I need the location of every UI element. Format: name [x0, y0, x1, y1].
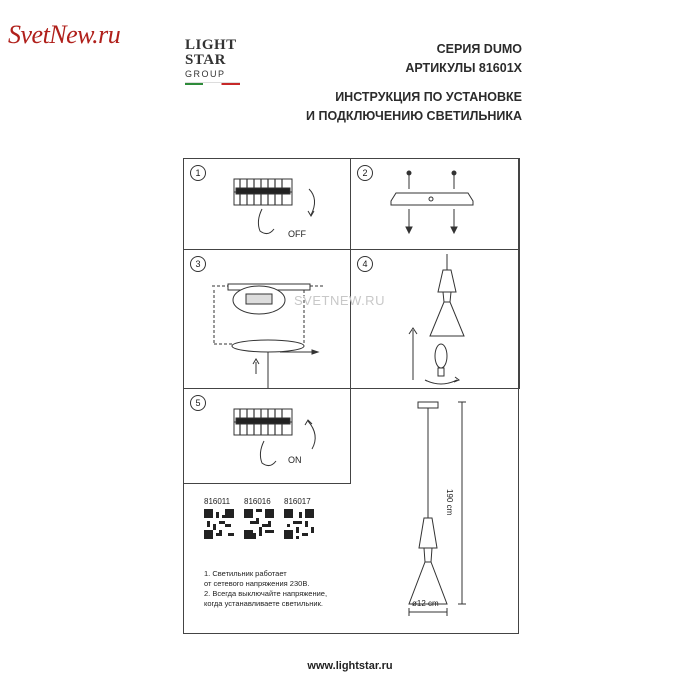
instruction-heading [306, 88, 522, 126]
brand-logo [185, 38, 243, 108]
qr-code-3[interactable] [284, 509, 314, 539]
note-line-1: 1. Светильник работает [204, 569, 287, 578]
qr-code-2[interactable] [244, 509, 274, 539]
on-label: ON [288, 455, 302, 465]
instruction-line2: И ПОДКЛЮЧЕНИЮ СВЕТИЛЬНИКА [306, 109, 522, 123]
series-block [405, 40, 522, 78]
article-code-2: 816016 [244, 497, 271, 506]
note-line-4: когда устанавливаете светильник. [204, 599, 323, 608]
watermark-logo: SvetNew.ru [8, 20, 121, 49]
step-4-number: 4 [357, 256, 373, 272]
wiring-connection-icon [184, 250, 352, 390]
step-3-number: 3 [190, 256, 206, 272]
step-4-panel [350, 249, 520, 389]
article-code-1: 816011 [204, 497, 231, 506]
brand-line3: GROUP [185, 69, 226, 79]
instruction-line1: ИНСТРУКЦИЯ ПО УСТАНОВКЕ [335, 90, 522, 104]
step-5-panel [183, 388, 351, 484]
article-code-3: 816017 [284, 497, 311, 506]
step-1-panel [183, 158, 351, 250]
series-title: СЕРИЯ DUMO [436, 42, 522, 56]
step-2-panel [350, 158, 520, 250]
diameter-dimension-label: ø12 cm [412, 599, 439, 608]
step-2-number: 2 [357, 165, 373, 181]
mounting-bracket-icon [351, 159, 521, 251]
step-3-panel [183, 249, 351, 389]
center-watermark: SVETNEW.RU [294, 293, 385, 308]
note-line-3: 2. Всегда выключайте напряжение, [204, 589, 328, 598]
terminal-block-on-icon [184, 389, 352, 485]
website-link[interactable]: www.lightstar.ru [307, 660, 393, 672]
bulb-install-icon [351, 250, 521, 390]
step-1-number: 1 [190, 165, 206, 181]
height-dimension-label: 190 cm [445, 489, 454, 516]
articles-title: АРТИКУЛЫ 81601X [405, 61, 522, 75]
instruction-sheet [183, 158, 519, 634]
step-5-number: 5 [190, 395, 206, 411]
italian-flag-stripe [185, 82, 240, 85]
qr-code-1[interactable] [204, 509, 234, 539]
terminal-block-off-icon [184, 159, 352, 251]
pendant-dimension-drawing [350, 388, 520, 633]
brand-line2: STAR [185, 52, 226, 68]
note-line-2: от сетевого напряжения 230В. [204, 579, 310, 588]
notes-block [204, 569, 327, 609]
brand-line1: LIGHT [185, 37, 237, 53]
off-label: OFF [288, 229, 306, 239]
